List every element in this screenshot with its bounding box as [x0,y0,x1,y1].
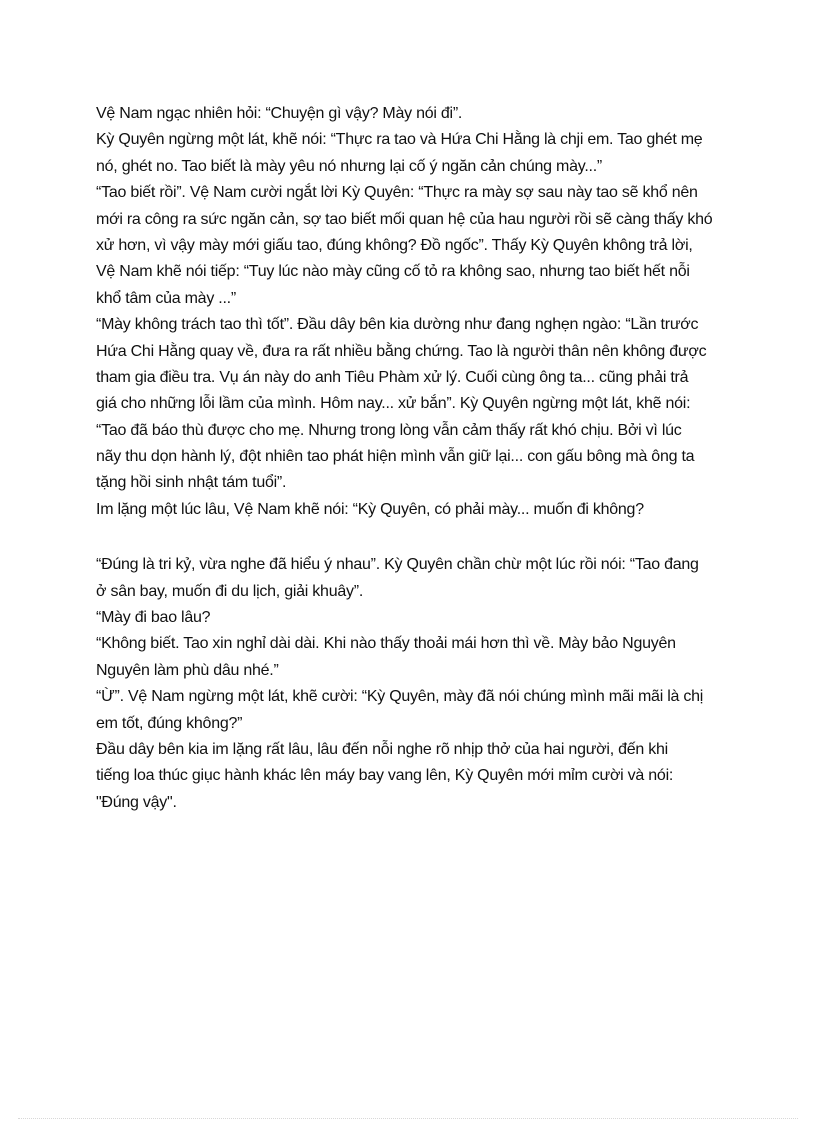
text-line: tham gia điều tra. Vụ án này do anh Tiêu Phàm xử lý. Cuối cùng ông ta... cũng phải trả [96,368,689,386]
text-line: “Đúng là tri kỷ, vừa nghe đã hiểu ý nhau”. Kỳ Quyên chần chừ một lúc rồi nói: “Tao đang [96,556,699,574]
text-line: “Mày không trách tao thì tốt”. Đầu dây bên kia dường như đang nghẹn ngào: “Lần trước [96,316,699,334]
text-line: Đầu dây bên kia im lặng rất lâu, lâu đến nỗi nghe rõ nhịp thở của hai người, đến khi [96,740,668,758]
text-line: ở sân bay, muốn đi du lịch, giải khuây”. [96,582,364,600]
text-line: nó, ghét no. Tao biết là mày yêu nó nhưng lại cố ý ngăn cản chúng mày...” [96,157,602,175]
story-text [96,101,720,816]
text-line: Hứa Chi Hằng quay về, đưa ra rất nhiều bằng chứng. Tao là người thân nên không được [96,342,707,360]
text-line: Vệ Nam ngạc nhiên hỏi: “Chuyện gì vậy? Mày nói đi”. [96,105,463,122]
text-line: xử hơn, vì vậy mày mới giấu tao, đúng không? Đồ ngốc”. Thấy Kỳ Quyên không trả lời, [96,236,693,254]
text-line: Im lặng một lúc lâu, Vệ Nam khẽ nói: “Kỳ Quyên, có phải mày... muốn đi không? [96,500,644,518]
blank-line [96,523,720,552]
text-line: “Không biết. Tao xin nghỉ dài dài. Khi nào thấy thoải mái hơn thì về. Mày bảo Nguyên [96,635,676,653]
text-line: mới ra công ra sức ngăn cản, sợ tao biết mối quan hệ của hau người rồi sẽ càng thấy khó [96,210,713,228]
text-line: “Tao đã báo thù được cho mẹ. Nhưng trong lòng vẫn cảm thấy rất khó chịu. Bởi vì lúc [96,421,682,439]
text-line: nãy thu dọn hành lý, đột nhiên tao phát hiện mình vẫn giữ lại... con gấu bông mà ông ta [96,448,695,466]
text-line: “Ừ”. Vệ Nam ngừng một lát, khẽ cười: “Kỳ Quyên, mày đã nói chúng mình mãi mãi là chị [96,688,704,706]
text-line: giá cho những lỗi lầm của mình. Hôm nay... xử bắn”. Kỳ Quyên ngừng một lát, khẽ nói: [96,395,691,413]
text-line: “Mày đi bao lâu? [96,609,211,627]
text-line: "Đúng vậy". [96,793,177,811]
text-line: Kỳ Quyên ngừng một lát, khẽ nói: “Thực ra tao và Hứa Chi Hằng là chji em. Tao ghét mẹ [96,131,703,149]
page-bottom-border [18,1118,798,1119]
text-line: tặng hồi sinh nhật tám tuổi”. [96,474,287,492]
text-line: “Tao biết rồi”. Vệ Nam cười ngắt lời Kỳ Quyên: “Thực ra mày sợ sau này tao sẽ khổ nên [96,184,698,202]
text-line: Vệ Nam khẽ nói tiếp: “Tuy lúc nào mày cũng cố tỏ ra không sao, nhưng tao biết hết nỗi [96,263,690,281]
text-line: khổ tâm của mày ...” [96,289,236,307]
text-line: em tốt, đúng không?” [96,714,243,732]
text-line: Nguyên làm phù dâu nhé.” [96,661,279,679]
text-line: tiếng loa thúc giục hành khác lên máy bay vang lên, Kỳ Quyên mới mỉm cười và nói: [96,767,674,785]
